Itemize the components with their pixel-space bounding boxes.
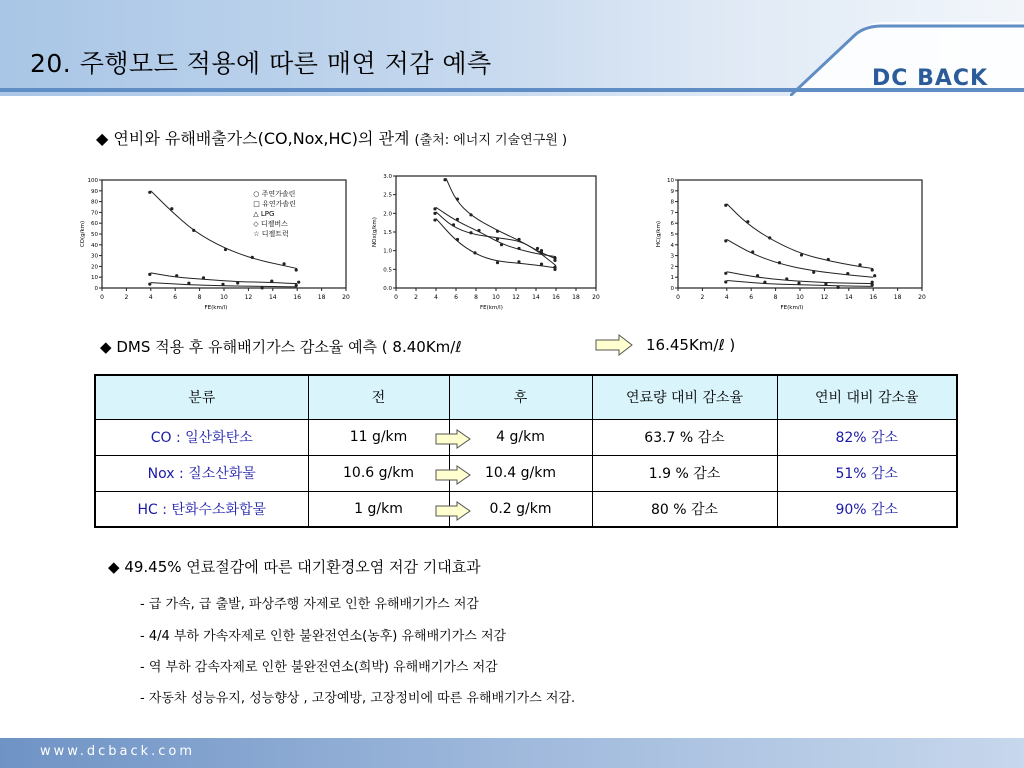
page-title: 20. 주행모드 적용에 따른 매연 저감 예측 <box>30 49 492 78</box>
y-axis-label: NOx(g/km) <box>372 217 378 247</box>
col-header-category: 분류 <box>95 375 308 419</box>
after-cell: 0.2 g/km <box>449 491 592 527</box>
data-point <box>827 258 830 261</box>
y-tick-label: 3.0 <box>383 174 392 180</box>
data-point <box>496 238 499 241</box>
y-tick-label: 80 <box>91 199 98 206</box>
mileage-reduction-cell: 90% 감소 <box>777 491 957 527</box>
x-tick-label: 14 <box>532 294 540 301</box>
x-tick-label: 14 <box>844 294 853 301</box>
col-header-mileage-reduction: 연비 대비 감소율 <box>777 375 957 419</box>
data-point <box>724 204 727 207</box>
data-point <box>221 283 224 286</box>
category-cell: CO : 일산화탄소 <box>95 419 308 455</box>
data-point <box>477 229 480 232</box>
trend-curve <box>151 273 297 284</box>
plot-frame <box>678 180 922 288</box>
table-row <box>95 419 957 455</box>
x-tick-label: 6 <box>454 294 458 301</box>
y-tick-label: 40 <box>91 242 98 249</box>
diamond-bullet-icon: ◆ <box>96 129 109 148</box>
x-tick-label: 18 <box>893 294 902 301</box>
footer-url: www.dcback.com <box>40 744 196 759</box>
x-tick-label: 8 <box>474 294 478 301</box>
data-point <box>469 231 472 234</box>
data-point <box>282 262 285 265</box>
data-point <box>295 268 298 271</box>
legend-entry: ○ 주연가솔린 <box>253 190 296 198</box>
right-arrow-icon <box>595 334 633 356</box>
data-point <box>297 281 300 284</box>
data-point <box>724 272 727 275</box>
data-point <box>517 238 520 241</box>
x-tick-label: 14 <box>268 294 277 301</box>
section-heading-dms <box>100 336 462 357</box>
data-point <box>148 273 151 276</box>
data-point <box>251 256 254 259</box>
before-value: 10.6 g/km <box>343 465 414 481</box>
x-tick-label: 10 <box>220 294 228 301</box>
y-tick-label: 6 <box>670 221 674 228</box>
data-point <box>746 220 749 223</box>
logo-text: DC BACK <box>872 65 989 91</box>
y-tick-label: 50 <box>91 232 98 238</box>
data-point <box>500 243 503 246</box>
x-axis-label: FE(km/l) <box>480 305 503 311</box>
y-tick-label: 2.0 <box>383 211 392 218</box>
table-row <box>95 455 957 491</box>
table-header-row <box>95 375 957 419</box>
data-point <box>553 268 556 271</box>
data-point <box>517 260 520 263</box>
data-point <box>763 281 766 284</box>
y-tick-label: 0.5 <box>383 267 392 274</box>
data-point <box>800 253 803 256</box>
data-point <box>724 280 727 283</box>
x-tick-label: 20 <box>592 294 600 301</box>
y-tick-label: 70 <box>91 210 98 217</box>
trend-curve <box>727 204 873 269</box>
y-tick-label: 10 <box>667 178 674 184</box>
legend-entry: ☆ 디젤트럭 <box>253 230 289 238</box>
data-point <box>270 280 273 283</box>
x-tick-label: 0 <box>676 294 680 301</box>
y-tick-label: 10 <box>91 275 98 282</box>
y-tick-label: 30 <box>91 253 98 260</box>
plot-frame <box>396 176 596 288</box>
relation-heading: 연비와 유해배출가스(CO,Nox,HC)의 관계 <box>113 129 410 148</box>
x-tick-label: 8 <box>197 294 202 301</box>
x-tick-label: 2 <box>414 294 418 301</box>
right-arrow-icon <box>435 429 471 449</box>
dms-heading-end: 16.45Km/ℓ ) <box>646 336 736 354</box>
data-point <box>236 281 239 284</box>
data-point <box>778 261 781 264</box>
data-point <box>433 207 436 210</box>
header-divider <box>0 88 1024 92</box>
before-value: 11 g/km <box>349 429 408 445</box>
x-tick-label: 18 <box>572 294 580 301</box>
data-point <box>452 223 455 226</box>
data-point <box>496 261 499 264</box>
effects-heading: 49.45% 연료절감에 따른 대기환경오염 저감 기대효과 <box>124 558 481 576</box>
y-tick-label: 3 <box>670 253 674 260</box>
x-axis-label: FE(km/l) <box>780 305 804 311</box>
data-point <box>192 229 195 232</box>
data-point <box>473 251 476 254</box>
y-tick-label: 1.0 <box>383 248 392 255</box>
co-vs-fuel-economy-graph <box>76 176 352 316</box>
data-point <box>443 178 446 181</box>
data-point <box>517 247 520 250</box>
list-item: - 역 부하 감속자제로 인한 불완전연소(희박) 유해배기가스 저감 <box>140 660 498 675</box>
x-tick-label: 16 <box>552 294 560 301</box>
data-point <box>540 249 543 252</box>
x-tick-label: 20 <box>342 294 350 301</box>
list-item: - 4/4 부하 가속자제로 인한 불완전연소(농후) 유해배기가스 저감 <box>140 629 507 644</box>
x-tick-label: 12 <box>244 294 253 301</box>
diamond-bullet-icon: ◆ <box>108 558 120 576</box>
data-point <box>751 250 754 253</box>
x-tick-label: 12 <box>512 294 520 301</box>
legend-entry: □ 유연가솔린 <box>253 200 296 208</box>
x-tick-label: 0 <box>100 294 104 301</box>
x-tick-label: 18 <box>317 294 326 301</box>
data-point <box>202 276 205 279</box>
data-point <box>871 283 874 286</box>
after-cell: 10.4 g/km <box>449 455 592 491</box>
trend-curve <box>727 239 873 277</box>
data-point <box>871 268 874 271</box>
x-tick-label: 16 <box>293 294 302 301</box>
x-tick-label: 6 <box>173 294 178 301</box>
x-tick-label: 4 <box>724 294 729 301</box>
data-point <box>837 286 840 289</box>
col-header-before: 전 <box>308 375 449 419</box>
hc-vs-fuel-economy-graph <box>652 176 932 316</box>
y-tick-label: 9 <box>670 188 674 195</box>
data-point <box>456 218 459 221</box>
data-point <box>846 272 849 275</box>
data-point <box>496 230 499 233</box>
data-point <box>785 277 788 280</box>
y-tick-label: 2 <box>670 264 674 271</box>
x-tick-label: 8 <box>773 294 778 301</box>
y-tick-label: 2.5 <box>383 192 392 199</box>
data-point <box>224 248 227 251</box>
fuel-reduction-cell: 1.9 % 감소 <box>592 455 777 491</box>
nox-vs-fuel-economy-graph <box>368 172 606 312</box>
data-point <box>175 274 178 277</box>
y-tick-label: 7 <box>670 210 674 217</box>
y-axis-label: HC(g/km) <box>656 220 662 248</box>
y-tick-label: 1 <box>670 275 674 282</box>
col-header-fuel-reduction: 연료량 대비 감소율 <box>592 375 777 419</box>
before-value: 1 g/km <box>354 500 403 517</box>
x-tick-label: 2 <box>700 294 705 301</box>
category-cell: HC : 탄화수소화합물 <box>95 491 308 527</box>
data-point <box>295 284 298 287</box>
x-tick-label: 10 <box>796 294 804 301</box>
data-point <box>433 212 436 215</box>
x-tick-label: 10 <box>492 294 500 301</box>
data-point <box>261 286 264 289</box>
legend-entry: △ LPG <box>253 210 275 218</box>
company-logo <box>872 64 988 92</box>
data-point <box>456 198 459 201</box>
y-tick-label: 4 <box>670 242 674 249</box>
list-item: - 급 가속, 급 출발, 파상주행 자제로 인한 유해배기가스 저감 <box>140 597 479 612</box>
data-point <box>797 282 800 285</box>
x-axis-label: FE(km/l) <box>204 305 228 311</box>
y-tick-label: 1.5 <box>383 230 392 236</box>
right-arrow-icon <box>435 501 471 521</box>
data-point <box>858 263 861 266</box>
before-cell <box>308 491 449 527</box>
y-tick-label: 100 <box>87 178 98 184</box>
y-axis-label: CO(g/km) <box>80 220 86 248</box>
data-point <box>148 283 151 286</box>
y-tick-label: 5 <box>670 232 674 238</box>
data-point <box>768 236 771 239</box>
data-point <box>433 218 436 221</box>
data-point <box>170 207 173 210</box>
data-point <box>148 191 151 194</box>
fuel-reduction-cell: 63.7 % 감소 <box>592 419 777 455</box>
data-point <box>756 274 759 277</box>
x-tick-label: 0 <box>394 294 398 301</box>
y-tick-label: 0.0 <box>383 286 392 292</box>
plot-frame <box>102 180 346 288</box>
y-tick-label: 20 <box>91 264 98 271</box>
x-tick-label: 4 <box>434 294 438 301</box>
x-tick-label: 16 <box>869 294 878 301</box>
before-cell <box>308 455 449 491</box>
diamond-bullet-icon: ◆ <box>100 338 112 356</box>
legend-entry: ◇ 디젤버스 <box>253 220 288 228</box>
data-point <box>873 274 876 277</box>
data-point <box>812 271 815 274</box>
mileage-reduction-cell: 51% 감소 <box>777 455 957 491</box>
data-point <box>469 213 472 216</box>
x-tick-label: 4 <box>148 294 153 301</box>
reduction-table <box>94 374 958 528</box>
y-tick-label: 90 <box>91 188 98 195</box>
x-tick-label: 12 <box>820 294 829 301</box>
list-item: - 자동차 성능유지, 성능향상 , 고장예방, 고장정비에 따른 유해배기가스 저감. <box>140 691 576 706</box>
y-tick-label: 0 <box>94 286 98 292</box>
y-tick-label: 0 <box>670 286 674 292</box>
x-tick-label: 20 <box>918 294 926 301</box>
right-arrow-icon <box>435 465 471 485</box>
dms-heading: DMS 적용 후 유해배기가스 감소율 예측 ( 8.40Km/ℓ <box>116 338 462 356</box>
data-point <box>724 239 727 242</box>
data-point <box>553 259 556 262</box>
x-tick-label: 6 <box>749 294 754 301</box>
data-point <box>540 263 543 266</box>
trend-curve <box>446 178 556 259</box>
category-cell: Nox : 질소산화물 <box>95 455 308 491</box>
data-point <box>187 282 190 285</box>
y-tick-label: 8 <box>670 199 674 206</box>
col-header-after: 후 <box>449 375 592 419</box>
table-row <box>95 491 957 527</box>
before-cell <box>308 419 449 455</box>
fuel-reduction-cell: 80 % 감소 <box>592 491 777 527</box>
mileage-reduction-cell: 82% 감소 <box>777 419 957 455</box>
section-heading-effects <box>108 556 481 577</box>
source-note: (출처: 에너지 기술연구원 ) <box>414 133 568 148</box>
y-tick-label: 60 <box>91 221 98 228</box>
x-tick-label: 2 <box>124 294 129 301</box>
after-cell: 4 g/km <box>449 419 592 455</box>
section-heading-relation <box>96 126 567 149</box>
data-point <box>456 238 459 241</box>
